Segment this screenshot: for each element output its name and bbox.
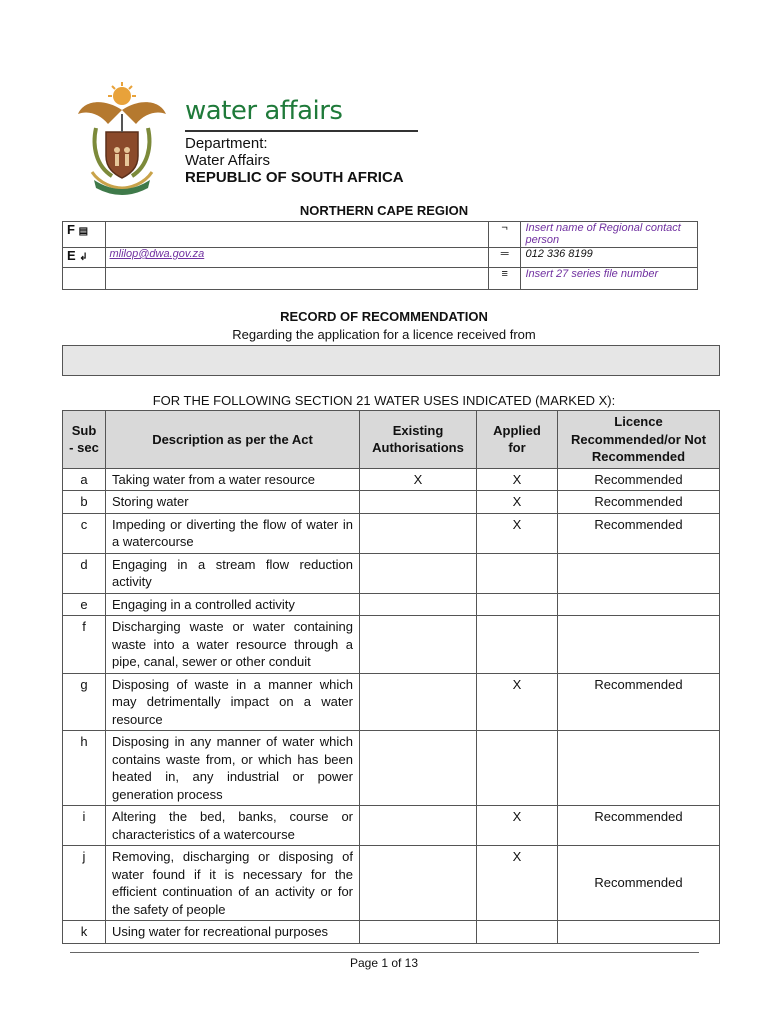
applicant-field[interactable] [62, 345, 720, 376]
description-cell: Engaging in a stream flow reduction activity [106, 553, 360, 593]
department-block [185, 135, 404, 186]
description-cell: Taking water from a water resource [106, 468, 360, 491]
licence-cell[interactable] [558, 921, 720, 944]
country-name: REPUBLIC OF SOUTH AFRICA [185, 169, 404, 186]
licence-cell[interactable] [558, 616, 720, 674]
record-subtitle: Regarding the application for a licence received from [232, 327, 536, 342]
description-cell: Discharging waste or water containing waste into a water resource through a pipe, canal, sewer or other conduit [106, 616, 360, 674]
email-label: E [67, 248, 76, 263]
table-row [63, 553, 720, 593]
table-row [63, 513, 720, 553]
subsec-cell: d [63, 553, 106, 593]
fax-value[interactable] [105, 222, 488, 248]
description-cell: Disposing in any manner of water which contains waste from, or which has been heated in, any industrial or power generation process [106, 731, 360, 806]
contact-person-icon: ¬ [488, 222, 521, 248]
description-cell: Disposing of waste in a manner which may detrimentally impact on a water resource [106, 673, 360, 731]
table-row [63, 731, 720, 806]
record-title: RECORD OF RECOMMENDATION [280, 309, 488, 324]
table-row [63, 846, 720, 921]
table-row [63, 468, 720, 491]
description-cell: Removing, discharging or disposing of water found if it is necessary for the efficient continuation of an activity or for the safety of people [106, 846, 360, 921]
licence-cell[interactable] [558, 593, 720, 616]
email-cell [63, 248, 106, 268]
brand [185, 96, 342, 126]
table-row [63, 921, 720, 944]
subsec-cell: i [63, 806, 106, 846]
subsec-cell: e [63, 593, 106, 616]
file-number[interactable]: Insert 27 series file number [521, 268, 698, 290]
subsec-cell: b [63, 491, 106, 514]
table-row [63, 593, 720, 616]
contact-person[interactable]: Insert name of Regional contact person [521, 222, 698, 248]
existing-cell[interactable] [360, 593, 477, 616]
description-cell: Altering the bed, banks, course or characteristics of a watercourse [106, 806, 360, 846]
subsec-cell: k [63, 921, 106, 944]
applied-cell[interactable] [477, 921, 558, 944]
licence-cell[interactable]: Recommended [558, 491, 720, 514]
applied-cell[interactable]: X [477, 846, 558, 921]
table-row [63, 616, 720, 674]
existing-cell[interactable] [360, 491, 477, 514]
applied-cell[interactable] [477, 731, 558, 806]
applied-cell[interactable]: X [477, 673, 558, 731]
description-cell: Impeding or diverting the flow of water in a watercourse [106, 513, 360, 553]
description-cell: Engaging in a controlled activity [106, 593, 360, 616]
description-header: Description as per the Act [106, 411, 360, 469]
fax-icon: ▤ [78, 226, 89, 237]
licence-header: Licence Recommended/or Not Recommended [558, 411, 720, 469]
uses-table-body [63, 468, 720, 943]
fax-label: F [67, 222, 75, 237]
existing-cell[interactable] [360, 616, 477, 674]
licence-cell[interactable] [558, 553, 720, 593]
subsec-cell: a [63, 468, 106, 491]
existing-cell[interactable] [360, 731, 477, 806]
uses-heading: FOR THE FOLLOWING SECTION 21 WATER USES INDICATED (MARKED X): [152, 393, 616, 408]
subsec-cell: g [63, 673, 106, 731]
footer-divider [70, 952, 699, 953]
contact-table [62, 221, 698, 290]
applied-cell[interactable] [477, 553, 558, 593]
coat-of-arms-logo [74, 80, 170, 196]
subsec-cell: h [63, 731, 106, 806]
applied-cell[interactable] [477, 593, 558, 616]
page-number: Page 1 of 13 [349, 956, 419, 970]
existing-cell[interactable] [360, 673, 477, 731]
subsec-cell: j [63, 846, 106, 921]
existing-header: Existing Authorisations [360, 411, 477, 469]
licence-cell[interactable] [558, 731, 720, 806]
phone-icon: ═ [488, 248, 521, 268]
applied-cell[interactable] [477, 616, 558, 674]
description-cell: Using water for recreational purposes [106, 921, 360, 944]
phone-number[interactable]: 012 336 8199 [521, 248, 698, 268]
licence-cell[interactable]: Recommended [558, 806, 720, 846]
department-label: Department: [185, 135, 268, 152]
ministry-name: Water Affairs [185, 152, 271, 169]
applied-cell[interactable]: X [477, 468, 558, 491]
email-icon: ↲ [79, 252, 88, 263]
fax-cell [63, 222, 106, 248]
existing-cell[interactable] [360, 553, 477, 593]
subsec-header: Sub - sec [63, 411, 106, 469]
existing-cell[interactable]: X [360, 468, 477, 491]
applied-header: Applied for [477, 411, 558, 469]
region-title: NORTHERN CAPE REGION [299, 203, 469, 218]
licence-cell[interactable]: Recommended [558, 673, 720, 731]
table-row [63, 491, 720, 514]
existing-cell[interactable] [360, 846, 477, 921]
applied-cell[interactable]: X [477, 513, 558, 553]
applied-cell[interactable]: X [477, 806, 558, 846]
existing-cell[interactable] [360, 806, 477, 846]
file-number-icon: ≡ [488, 268, 521, 290]
applied-cell[interactable]: X [477, 491, 558, 514]
subsec-cell: c [63, 513, 106, 553]
description-cell: Storing water [106, 491, 360, 514]
email-value-cell [105, 248, 488, 268]
subsec-cell: f [63, 616, 106, 674]
table-row [63, 806, 720, 846]
licence-cell[interactable]: Recommended [558, 468, 720, 491]
email-link[interactable]: mlilop@dwa.gov.za [109, 248, 205, 260]
water-uses-table [62, 410, 720, 944]
existing-cell[interactable] [360, 921, 477, 944]
existing-cell[interactable] [360, 513, 477, 553]
licence-cell[interactable]: Recommended [558, 846, 720, 921]
blank-label-cell [63, 268, 106, 290]
brand-title: water affairs [185, 96, 343, 126]
licence-cell[interactable]: Recommended [558, 513, 720, 553]
table-row [63, 673, 720, 731]
brand-divider [185, 130, 418, 132]
blank-value-cell[interactable] [105, 268, 488, 290]
